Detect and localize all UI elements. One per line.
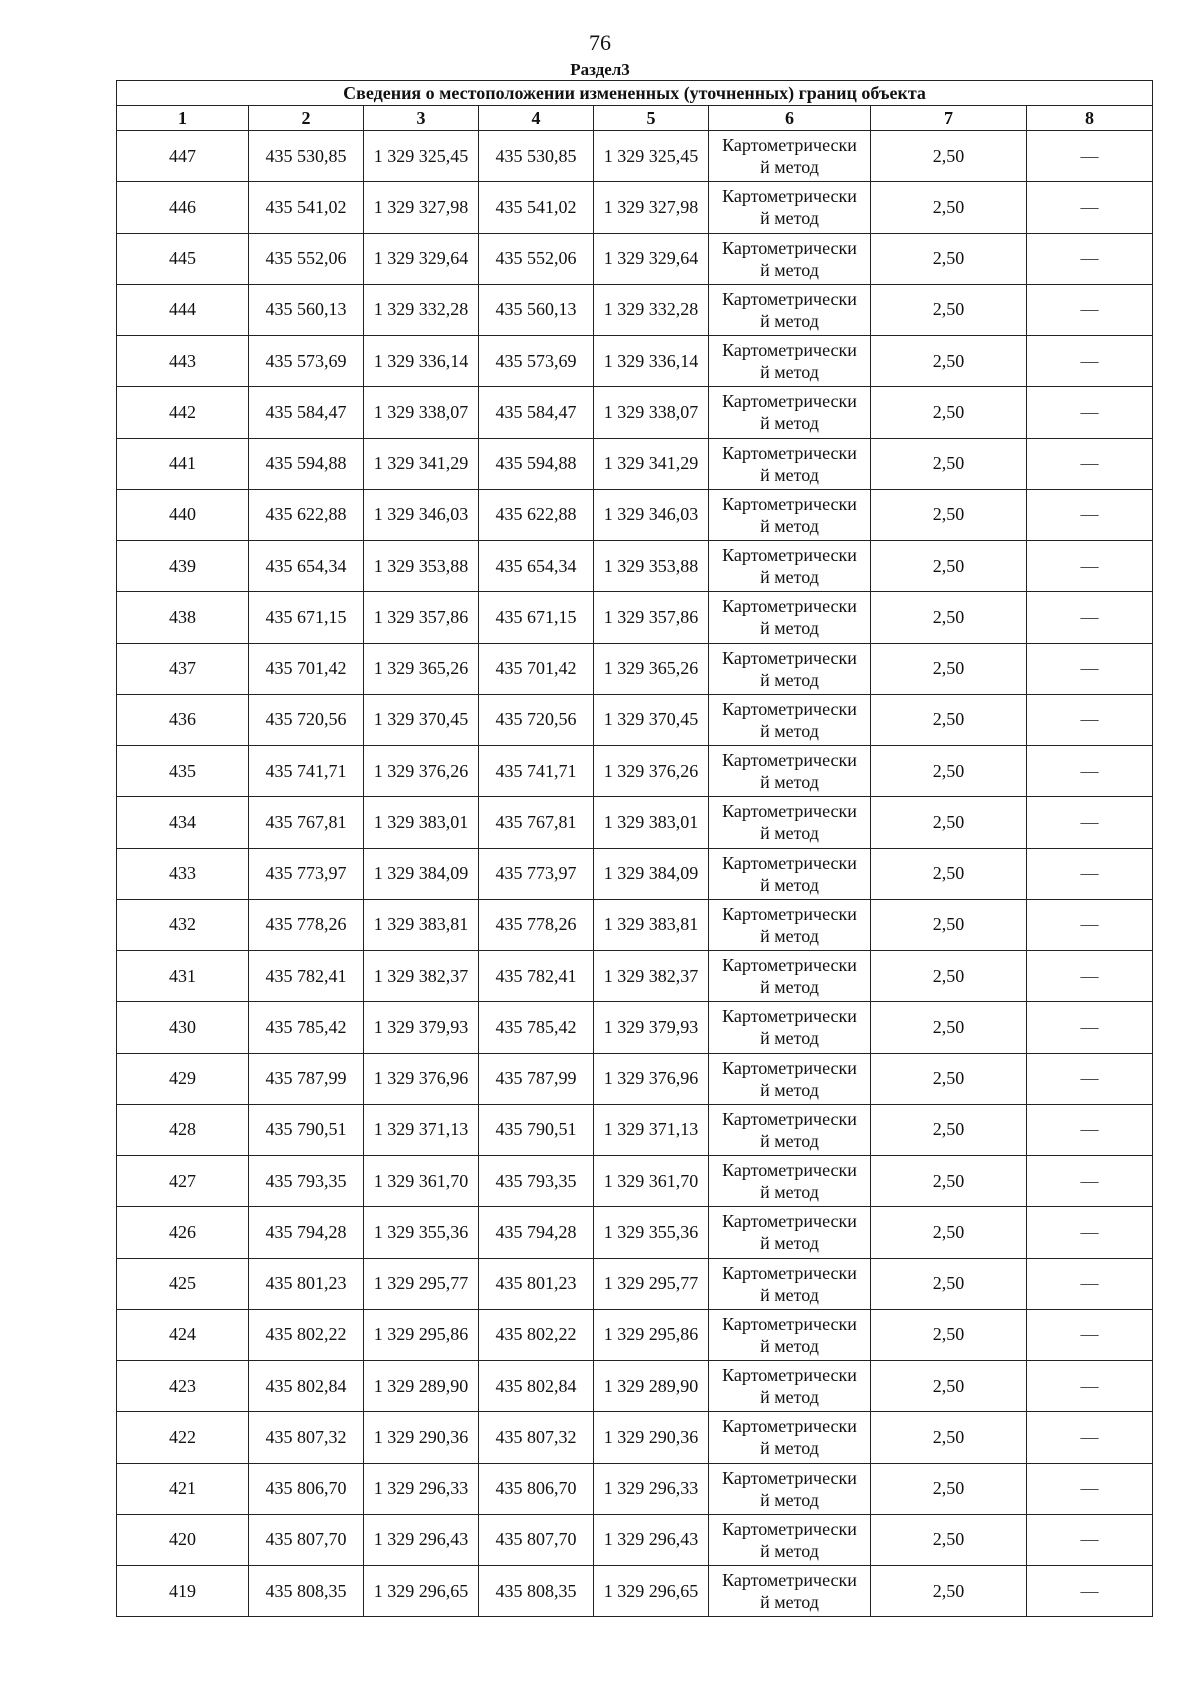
point-number-cell: 439 xyxy=(117,541,249,592)
point-number-cell: 420 xyxy=(117,1514,249,1565)
table-row xyxy=(117,694,1153,745)
y-new-cell: 1 329 295,86 xyxy=(594,1309,709,1360)
accuracy-cell: 2,50 xyxy=(871,182,1027,233)
point-number-cell: 441 xyxy=(117,438,249,489)
x-new-cell: 435 806,70 xyxy=(479,1463,594,1514)
y-existing-cell: 1 329 295,77 xyxy=(364,1258,479,1309)
description-cell: — xyxy=(1027,1207,1153,1258)
accuracy-cell: 2,50 xyxy=(871,387,1027,438)
method-cell: Картометрически й метод xyxy=(709,1258,871,1309)
y-new-cell: 1 329 338,07 xyxy=(594,387,709,438)
table-row xyxy=(117,848,1153,899)
x-new-cell: 435 594,88 xyxy=(479,438,594,489)
method-cell: Картометрически й метод xyxy=(709,541,871,592)
y-existing-cell: 1 329 365,26 xyxy=(364,643,479,694)
x-existing-cell: 435 773,97 xyxy=(249,848,364,899)
x-new-cell: 435 671,15 xyxy=(479,592,594,643)
x-new-cell: 435 802,22 xyxy=(479,1309,594,1360)
y-existing-cell: 1 329 296,33 xyxy=(364,1463,479,1514)
table-row xyxy=(117,1156,1153,1207)
y-existing-cell: 1 329 329,64 xyxy=(364,233,479,284)
x-new-cell: 435 807,32 xyxy=(479,1412,594,1463)
method-cell: Картометрически й метод xyxy=(709,1053,871,1104)
x-new-cell: 435 808,35 xyxy=(479,1566,594,1617)
table-row xyxy=(117,1412,1153,1463)
method-cell: Картометрически й метод xyxy=(709,848,871,899)
table-row xyxy=(117,541,1153,592)
column-number: 2 xyxy=(249,106,364,131)
method-cell: Картометрически й метод xyxy=(709,1463,871,1514)
y-existing-cell: 1 329 357,86 xyxy=(364,592,479,643)
method-cell: Картометрически й метод xyxy=(709,1412,871,1463)
table-row xyxy=(117,797,1153,848)
point-number-cell: 440 xyxy=(117,489,249,540)
description-cell: — xyxy=(1027,336,1153,387)
y-existing-cell: 1 329 376,26 xyxy=(364,746,479,797)
x-existing-cell: 435 808,35 xyxy=(249,1566,364,1617)
x-new-cell: 435 701,42 xyxy=(479,643,594,694)
point-number-cell: 438 xyxy=(117,592,249,643)
accuracy-cell: 2,50 xyxy=(871,1412,1027,1463)
accuracy-cell: 2,50 xyxy=(871,336,1027,387)
y-new-cell: 1 329 365,26 xyxy=(594,643,709,694)
y-existing-cell: 1 329 382,37 xyxy=(364,951,479,1002)
accuracy-cell: 2,50 xyxy=(871,489,1027,540)
accuracy-cell: 2,50 xyxy=(871,643,1027,694)
x-new-cell: 435 801,23 xyxy=(479,1258,594,1309)
x-new-cell: 435 778,26 xyxy=(479,899,594,950)
point-number-cell: 444 xyxy=(117,284,249,335)
point-number-cell: 432 xyxy=(117,899,249,950)
x-new-cell: 435 767,81 xyxy=(479,797,594,848)
x-new-cell: 435 790,51 xyxy=(479,1104,594,1155)
x-new-cell: 435 720,56 xyxy=(479,694,594,745)
x-existing-cell: 435 767,81 xyxy=(249,797,364,848)
description-cell: — xyxy=(1027,1361,1153,1412)
description-cell: — xyxy=(1027,592,1153,643)
accuracy-cell: 2,50 xyxy=(871,438,1027,489)
point-number-cell: 434 xyxy=(117,797,249,848)
point-number-cell: 424 xyxy=(117,1309,249,1360)
table-row xyxy=(117,899,1153,950)
column-number: 7 xyxy=(871,106,1027,131)
y-existing-cell: 1 329 383,01 xyxy=(364,797,479,848)
y-new-cell: 1 329 370,45 xyxy=(594,694,709,745)
table-row xyxy=(117,951,1153,1002)
page-number: 76 xyxy=(589,30,611,55)
description-cell: — xyxy=(1027,746,1153,797)
description-cell: — xyxy=(1027,1309,1153,1360)
method-cell: Картометрически й метод xyxy=(709,694,871,745)
table-row xyxy=(117,1566,1153,1617)
x-existing-cell: 435 794,28 xyxy=(249,1207,364,1258)
y-new-cell: 1 329 357,86 xyxy=(594,592,709,643)
accuracy-cell: 2,50 xyxy=(871,899,1027,950)
description-cell: — xyxy=(1027,848,1153,899)
method-cell: Картометрически й метод xyxy=(709,1361,871,1412)
table-row xyxy=(117,489,1153,540)
x-existing-cell: 435 573,69 xyxy=(249,336,364,387)
table-row xyxy=(117,1361,1153,1412)
y-new-cell: 1 329 289,90 xyxy=(594,1361,709,1412)
y-new-cell: 1 329 296,33 xyxy=(594,1463,709,1514)
point-number-cell: 423 xyxy=(117,1361,249,1412)
y-existing-cell: 1 329 290,36 xyxy=(364,1412,479,1463)
y-new-cell: 1 329 355,36 xyxy=(594,1207,709,1258)
y-existing-cell: 1 329 295,86 xyxy=(364,1309,479,1360)
point-number-cell: 446 xyxy=(117,182,249,233)
column-number-row xyxy=(117,106,1153,131)
description-cell: — xyxy=(1027,131,1153,182)
x-new-cell: 435 782,41 xyxy=(479,951,594,1002)
y-existing-cell: 1 329 332,28 xyxy=(364,284,479,335)
x-existing-cell: 435 782,41 xyxy=(249,951,364,1002)
x-existing-cell: 435 787,99 xyxy=(249,1053,364,1104)
x-existing-cell: 435 802,22 xyxy=(249,1309,364,1360)
y-existing-cell: 1 329 325,45 xyxy=(364,131,479,182)
table-row xyxy=(117,643,1153,694)
y-new-cell: 1 329 341,29 xyxy=(594,438,709,489)
y-existing-cell: 1 329 296,65 xyxy=(364,1566,479,1617)
table-row xyxy=(117,131,1153,182)
y-new-cell: 1 329 384,09 xyxy=(594,848,709,899)
accuracy-cell: 2,50 xyxy=(871,951,1027,1002)
method-cell: Картометрически й метод xyxy=(709,1156,871,1207)
x-existing-cell: 435 671,15 xyxy=(249,592,364,643)
x-new-cell: 435 802,84 xyxy=(479,1361,594,1412)
x-existing-cell: 435 584,47 xyxy=(249,387,364,438)
section-label: Раздел3 xyxy=(570,60,630,79)
description-cell: — xyxy=(1027,797,1153,848)
accuracy-cell: 2,50 xyxy=(871,541,1027,592)
description-cell: — xyxy=(1027,643,1153,694)
x-existing-cell: 435 720,56 xyxy=(249,694,364,745)
x-existing-cell: 435 560,13 xyxy=(249,284,364,335)
x-existing-cell: 435 793,35 xyxy=(249,1156,364,1207)
description-cell: — xyxy=(1027,1566,1153,1617)
column-number: 6 xyxy=(709,106,871,131)
x-existing-cell: 435 802,84 xyxy=(249,1361,364,1412)
y-new-cell: 1 329 327,98 xyxy=(594,182,709,233)
x-new-cell: 435 622,88 xyxy=(479,489,594,540)
table-row xyxy=(117,1002,1153,1053)
description-cell: — xyxy=(1027,1412,1153,1463)
x-existing-cell: 435 807,70 xyxy=(249,1514,364,1565)
point-number-cell: 445 xyxy=(117,233,249,284)
point-number-cell: 443 xyxy=(117,336,249,387)
description-cell: — xyxy=(1027,1514,1153,1565)
y-new-cell: 1 329 336,14 xyxy=(594,336,709,387)
x-new-cell: 435 785,42 xyxy=(479,1002,594,1053)
y-existing-cell: 1 329 370,45 xyxy=(364,694,479,745)
accuracy-cell: 2,50 xyxy=(871,797,1027,848)
y-new-cell: 1 329 296,65 xyxy=(594,1566,709,1617)
method-cell: Картометрически й метод xyxy=(709,131,871,182)
accuracy-cell: 2,50 xyxy=(871,1463,1027,1514)
table-row xyxy=(117,592,1153,643)
y-existing-cell: 1 329 353,88 xyxy=(364,541,479,592)
x-new-cell: 435 654,34 xyxy=(479,541,594,592)
accuracy-cell: 2,50 xyxy=(871,1053,1027,1104)
method-cell: Картометрически й метод xyxy=(709,592,871,643)
column-number: 4 xyxy=(479,106,594,131)
method-cell: Картометрически й метод xyxy=(709,643,871,694)
point-number-cell: 427 xyxy=(117,1156,249,1207)
x-existing-cell: 435 785,42 xyxy=(249,1002,364,1053)
table-row xyxy=(117,1514,1153,1565)
x-existing-cell: 435 778,26 xyxy=(249,899,364,950)
y-new-cell: 1 329 332,28 xyxy=(594,284,709,335)
x-new-cell: 435 541,02 xyxy=(479,182,594,233)
x-existing-cell: 435 741,71 xyxy=(249,746,364,797)
table-row xyxy=(117,387,1153,438)
point-number-cell: 428 xyxy=(117,1104,249,1155)
y-new-cell: 1 329 361,70 xyxy=(594,1156,709,1207)
description-cell: — xyxy=(1027,541,1153,592)
method-cell: Картометрически й метод xyxy=(709,797,871,848)
y-existing-cell: 1 329 361,70 xyxy=(364,1156,479,1207)
description-cell: — xyxy=(1027,387,1153,438)
accuracy-cell: 2,50 xyxy=(871,233,1027,284)
accuracy-cell: 2,50 xyxy=(871,1156,1027,1207)
x-existing-cell: 435 541,02 xyxy=(249,182,364,233)
x-existing-cell: 435 801,23 xyxy=(249,1258,364,1309)
y-existing-cell: 1 329 296,43 xyxy=(364,1514,479,1565)
x-existing-cell: 435 622,88 xyxy=(249,489,364,540)
accuracy-cell: 2,50 xyxy=(871,284,1027,335)
description-cell: — xyxy=(1027,1104,1153,1155)
accuracy-cell: 2,50 xyxy=(871,131,1027,182)
method-cell: Картометрически й метод xyxy=(709,1104,871,1155)
x-new-cell: 435 560,13 xyxy=(479,284,594,335)
description-cell: — xyxy=(1027,899,1153,950)
method-cell: Картометрически й метод xyxy=(709,387,871,438)
y-new-cell: 1 329 346,03 xyxy=(594,489,709,540)
y-new-cell: 1 329 353,88 xyxy=(594,541,709,592)
description-cell: — xyxy=(1027,438,1153,489)
x-existing-cell: 435 806,70 xyxy=(249,1463,364,1514)
table-row xyxy=(117,438,1153,489)
point-number-cell: 419 xyxy=(117,1566,249,1617)
x-existing-cell: 435 807,32 xyxy=(249,1412,364,1463)
y-existing-cell: 1 329 341,29 xyxy=(364,438,479,489)
method-cell: Картометрически й метод xyxy=(709,182,871,233)
y-existing-cell: 1 329 346,03 xyxy=(364,489,479,540)
accuracy-cell: 2,50 xyxy=(871,694,1027,745)
method-cell: Картометрически й метод xyxy=(709,233,871,284)
column-number: 5 xyxy=(594,106,709,131)
y-existing-cell: 1 329 355,36 xyxy=(364,1207,479,1258)
accuracy-cell: 2,50 xyxy=(871,1566,1027,1617)
x-existing-cell: 435 530,85 xyxy=(249,131,364,182)
x-existing-cell: 435 790,51 xyxy=(249,1104,364,1155)
description-cell: — xyxy=(1027,284,1153,335)
description-cell: — xyxy=(1027,1156,1153,1207)
method-cell: Картометрически й метод xyxy=(709,1566,871,1617)
y-new-cell: 1 329 376,26 xyxy=(594,746,709,797)
point-number-cell: 430 xyxy=(117,1002,249,1053)
method-cell: Картометрически й метод xyxy=(709,1207,871,1258)
point-number-cell: 436 xyxy=(117,694,249,745)
accuracy-cell: 2,50 xyxy=(871,1309,1027,1360)
method-cell: Картометрически й метод xyxy=(709,951,871,1002)
accuracy-cell: 2,50 xyxy=(871,1514,1027,1565)
table-row xyxy=(117,746,1153,797)
x-new-cell: 435 573,69 xyxy=(479,336,594,387)
y-new-cell: 1 329 295,77 xyxy=(594,1258,709,1309)
point-number-cell: 433 xyxy=(117,848,249,899)
method-cell: Картометрически й метод xyxy=(709,438,871,489)
x-existing-cell: 435 552,06 xyxy=(249,233,364,284)
x-existing-cell: 435 654,34 xyxy=(249,541,364,592)
y-new-cell: 1 329 290,36 xyxy=(594,1412,709,1463)
description-cell: — xyxy=(1027,1258,1153,1309)
table-row xyxy=(117,284,1153,335)
y-new-cell: 1 329 296,43 xyxy=(594,1514,709,1565)
y-existing-cell: 1 329 371,13 xyxy=(364,1104,479,1155)
x-new-cell: 435 741,71 xyxy=(479,746,594,797)
table-row xyxy=(117,1463,1153,1514)
method-cell: Картометрически й метод xyxy=(709,1514,871,1565)
table-row xyxy=(117,182,1153,233)
x-new-cell: 435 584,47 xyxy=(479,387,594,438)
description-cell: — xyxy=(1027,182,1153,233)
method-cell: Картометрически й метод xyxy=(709,489,871,540)
accuracy-cell: 2,50 xyxy=(871,1361,1027,1412)
table-row xyxy=(117,1309,1153,1360)
x-new-cell: 435 530,85 xyxy=(479,131,594,182)
y-existing-cell: 1 329 376,96 xyxy=(364,1053,479,1104)
table-row xyxy=(117,336,1153,387)
method-cell: Картометрически й метод xyxy=(709,1309,871,1360)
point-number-cell: 429 xyxy=(117,1053,249,1104)
accuracy-cell: 2,50 xyxy=(871,848,1027,899)
table-row xyxy=(117,233,1153,284)
method-cell: Картометрически й метод xyxy=(709,284,871,335)
y-new-cell: 1 329 329,64 xyxy=(594,233,709,284)
y-new-cell: 1 329 376,96 xyxy=(594,1053,709,1104)
point-number-cell: 435 xyxy=(117,746,249,797)
method-cell: Картометрически й метод xyxy=(709,336,871,387)
x-new-cell: 435 794,28 xyxy=(479,1207,594,1258)
coordinates-table xyxy=(116,80,1153,1617)
accuracy-cell: 2,50 xyxy=(871,592,1027,643)
y-existing-cell: 1 329 327,98 xyxy=(364,182,479,233)
y-new-cell: 1 329 325,45 xyxy=(594,131,709,182)
y-new-cell: 1 329 379,93 xyxy=(594,1002,709,1053)
description-cell: — xyxy=(1027,1053,1153,1104)
x-existing-cell: 435 701,42 xyxy=(249,643,364,694)
accuracy-cell: 2,50 xyxy=(871,1002,1027,1053)
point-number-cell: 431 xyxy=(117,951,249,1002)
y-new-cell: 1 329 383,81 xyxy=(594,899,709,950)
description-cell: — xyxy=(1027,1463,1153,1514)
point-number-cell: 422 xyxy=(117,1412,249,1463)
y-new-cell: 1 329 382,37 xyxy=(594,951,709,1002)
x-existing-cell: 435 594,88 xyxy=(249,438,364,489)
accuracy-cell: 2,50 xyxy=(871,746,1027,797)
table-title: Сведения о местоположении измененных (уточненных) границ объекта xyxy=(117,81,1153,106)
y-new-cell: 1 329 383,01 xyxy=(594,797,709,848)
table-row xyxy=(117,1104,1153,1155)
x-new-cell: 435 552,06 xyxy=(479,233,594,284)
column-number: 1 xyxy=(117,106,249,131)
accuracy-cell: 2,50 xyxy=(871,1207,1027,1258)
method-cell: Картометрически й метод xyxy=(709,1002,871,1053)
y-existing-cell: 1 329 379,93 xyxy=(364,1002,479,1053)
accuracy-cell: 2,50 xyxy=(871,1258,1027,1309)
table-row xyxy=(117,1258,1153,1309)
description-cell: — xyxy=(1027,1002,1153,1053)
x-new-cell: 435 807,70 xyxy=(479,1514,594,1565)
x-new-cell: 435 793,35 xyxy=(479,1156,594,1207)
y-existing-cell: 1 329 384,09 xyxy=(364,848,479,899)
x-new-cell: 435 787,99 xyxy=(479,1053,594,1104)
y-existing-cell: 1 329 338,07 xyxy=(364,387,479,438)
description-cell: — xyxy=(1027,489,1153,540)
point-number-cell: 426 xyxy=(117,1207,249,1258)
table-body xyxy=(117,131,1153,1617)
description-cell: — xyxy=(1027,694,1153,745)
description-cell: — xyxy=(1027,233,1153,284)
y-existing-cell: 1 329 383,81 xyxy=(364,899,479,950)
x-new-cell: 435 773,97 xyxy=(479,848,594,899)
accuracy-cell: 2,50 xyxy=(871,1104,1027,1155)
column-number: 8 xyxy=(1027,106,1153,131)
method-cell: Картометрически й метод xyxy=(709,899,871,950)
table-row xyxy=(117,1053,1153,1104)
method-cell: Картометрически й метод xyxy=(709,746,871,797)
y-existing-cell: 1 329 336,14 xyxy=(364,336,479,387)
y-new-cell: 1 329 371,13 xyxy=(594,1104,709,1155)
point-number-cell: 437 xyxy=(117,643,249,694)
y-existing-cell: 1 329 289,90 xyxy=(364,1361,479,1412)
point-number-cell: 425 xyxy=(117,1258,249,1309)
description-cell: — xyxy=(1027,951,1153,1002)
point-number-cell: 421 xyxy=(117,1463,249,1514)
table-row xyxy=(117,1207,1153,1258)
column-number: 3 xyxy=(364,106,479,131)
point-number-cell: 447 xyxy=(117,131,249,182)
point-number-cell: 442 xyxy=(117,387,249,438)
